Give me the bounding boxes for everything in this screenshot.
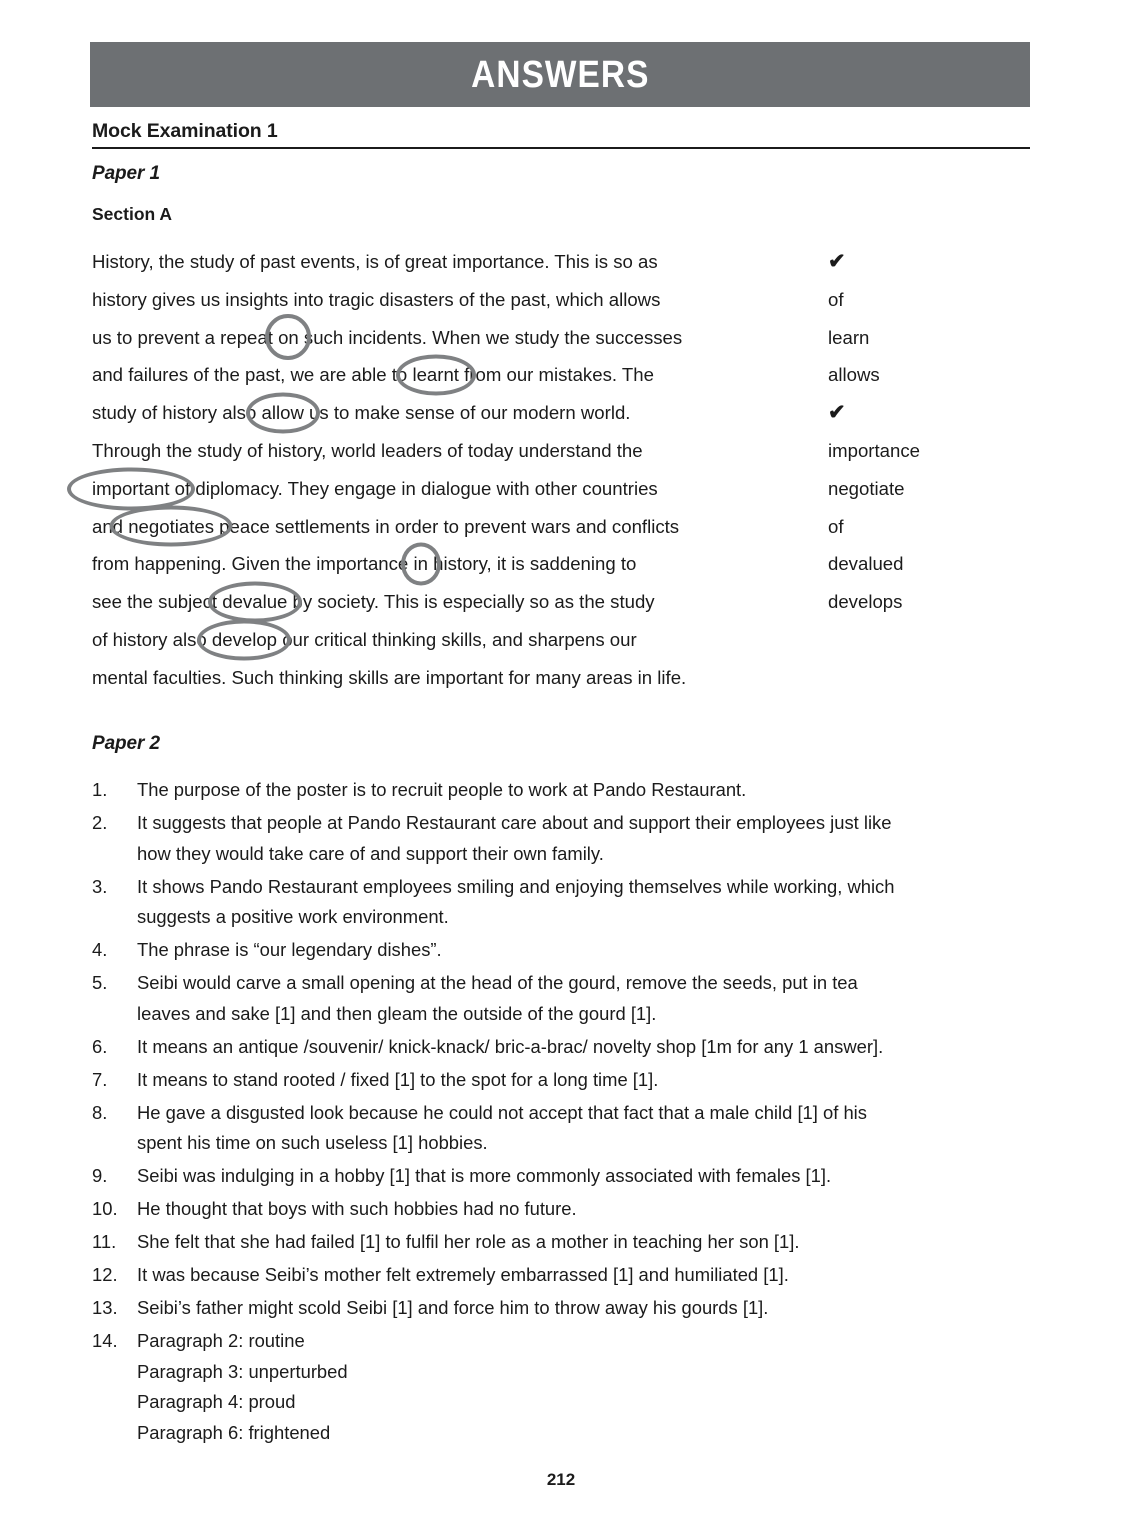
paper-1-heading: Paper 1 <box>92 163 160 184</box>
answer-item-line: Seibi was indulging in a hobby [1] that is more commonly associated with females [1]. <box>137 1165 832 1186</box>
passage-text: us to prevent a repeat <box>92 326 279 348</box>
answer-tick-icon: ✔ <box>828 250 846 273</box>
answer-item <box>92 1326 1032 1448</box>
answer-item-line: spent his time on such useless [1] hobbies. <box>137 1132 488 1153</box>
page-number: 212 <box>546 1470 576 1489</box>
answer-item-line: The phrase is “our legendary dishes”. <box>137 939 442 960</box>
answer-item-line: Seibi would carve a small opening at the head of the gourd, remove the seeds, put in tea <box>137 972 858 993</box>
answer-item-line: It shows Pando Restaurant employees smiling and enjoying themselves while working, which <box>137 875 895 897</box>
passage-text: by society. This is especially so as the study <box>287 591 655 613</box>
answer-correction: allows <box>828 364 880 386</box>
answer-item-number: 6. <box>92 1035 108 1057</box>
answer-item-number: 2. <box>92 812 108 833</box>
answer-correction: of <box>828 288 844 310</box>
passage-line <box>92 470 798 508</box>
answer-item-number: 7. <box>92 1068 108 1090</box>
answer-key-column <box>828 243 1028 621</box>
answer-item-text <box>137 1260 1032 1291</box>
answer-item-number: 9. <box>92 1165 108 1186</box>
answer-item <box>92 935 1032 966</box>
passage-line <box>92 281 798 319</box>
answer-item-number: 5. <box>92 972 108 993</box>
answer-item-line: She felt that she had failed [1] to fulfil her role as a mother in teaching her son [1]. <box>137 1231 800 1252</box>
circled-error-word: allow <box>262 394 304 432</box>
answer-item <box>92 1293 1032 1324</box>
answer-item-number: 1. <box>92 779 108 800</box>
circled-error-word: on <box>278 319 299 357</box>
answer-item <box>92 968 1032 1029</box>
passage-line <box>92 432 798 470</box>
section-a-heading: Section A <box>92 204 173 224</box>
answers-banner <box>90 42 1030 107</box>
answer-item-text <box>137 872 1032 933</box>
answer-item-line: Paragraph 6: frightened <box>137 1421 331 1443</box>
passage-line <box>92 508 798 546</box>
answer-correction: develops <box>828 591 903 613</box>
passage-text: of history also <box>92 628 212 650</box>
answer-item-line: Seibi’s father might scold Seibi [1] and force him to throw away his gourds [1]. <box>137 1297 769 1318</box>
answer-item <box>92 1098 1032 1159</box>
answer-item-line: Paragraph 4: proud <box>137 1391 296 1412</box>
passage-line <box>92 319 798 357</box>
passage-text: such incidents. When we study the successes <box>298 326 683 348</box>
answer-item-line: It suggests that people at Pando Restaurant care about and support their employees just like <box>137 812 892 833</box>
answer-item-text <box>137 1227 1032 1258</box>
passage-text: mental faculties. Such thinking skills are important for many areas in life. <box>92 666 687 688</box>
answer-item-number: 14. <box>92 1330 118 1351</box>
answer-item-number: 3. <box>92 875 108 897</box>
passage-line <box>92 621 798 659</box>
answer-item <box>92 1161 1032 1192</box>
passage-line <box>92 583 798 621</box>
answer-correction: devalued <box>828 553 904 575</box>
answer-item-text <box>137 1032 1032 1063</box>
answer-item-line: Paragraph 3: unperturbed <box>137 1360 348 1382</box>
answer-item-text <box>137 1293 1032 1324</box>
circled-error-word: in <box>413 545 427 583</box>
answer-item-text <box>137 1065 1032 1096</box>
passage-text: history gives us insights into tragic disasters of the past, which allows <box>92 288 661 310</box>
circled-error-word: devalue <box>222 583 287 621</box>
answer-item-number: 13. <box>92 1297 118 1318</box>
answer-correction: learn <box>828 326 870 348</box>
paper-2-heading: Paper 2 <box>92 733 160 754</box>
answer-item <box>92 1065 1032 1096</box>
passage-text: history, it is saddening to <box>427 553 637 575</box>
passage-text: Through the study of history, world leaders of today understand the <box>92 439 643 461</box>
answer-item-number: 11. <box>92 1231 117 1252</box>
passage-text: of diplomacy. They engage in dialogue with other countries <box>169 477 658 499</box>
answer-item-text <box>137 1194 1032 1225</box>
answer-item-line: He thought that boys with such hobbies had no future. <box>137 1198 577 1219</box>
answer-correction: negotiate <box>828 477 905 499</box>
passage-line <box>92 394 798 432</box>
answer-item <box>92 775 1032 806</box>
answer-item-line: leaves and sake [1] and then gleam the outside of the gourd [1]. <box>137 1002 657 1024</box>
answer-correction: of <box>828 515 844 537</box>
answer-item-text <box>137 775 1032 806</box>
answer-item-text <box>137 1326 1032 1448</box>
answer-item-number: 8. <box>92 1101 108 1123</box>
answer-item <box>92 1194 1032 1225</box>
heading-divider <box>92 147 1030 149</box>
passage-text: from happening. Given the importance <box>92 553 414 575</box>
answer-correction: importance <box>828 439 920 461</box>
passage-text: our critical thinking skills, and sharpens our <box>277 628 637 650</box>
circled-error-word: develop <box>212 621 277 659</box>
passage-text: us to make sense of our modern world. <box>303 402 631 424</box>
answer-item-text <box>137 968 1032 1029</box>
passage-text: peace settlements in order to prevent wars and conflicts <box>214 515 680 537</box>
answer-item-number: 12. <box>92 1264 118 1285</box>
answer-item-line: The purpose of the poster is to recruit people to work at Pando Restaurant. <box>137 779 747 800</box>
answer-item-line: He gave a disgusted look because he could not accept that fact that a male child [1] of his <box>137 1101 867 1123</box>
answer-item <box>92 1227 1032 1258</box>
passage-text: see the subject <box>92 591 223 613</box>
answer-item-text <box>137 1161 1032 1192</box>
answer-item-text <box>137 935 1032 966</box>
answer-item-line: It was because Seibi’s mother felt extremely embarrassed [1] and humiliated [1]. <box>137 1264 789 1285</box>
circled-error-word: learnt <box>412 356 459 394</box>
passage-text: and <box>92 515 129 537</box>
answer-item-line: It means to stand rooted / fixed [1] to the spot for a long time [1]. <box>137 1068 659 1090</box>
answer-item-text <box>137 808 1032 869</box>
passage-line <box>92 659 798 697</box>
answer-item <box>92 872 1032 933</box>
paper-2-answer-list <box>92 775 1032 1451</box>
answer-item-number: 4. <box>92 939 108 960</box>
passage-line <box>92 243 798 281</box>
passage-text: study of history also <box>92 402 262 424</box>
passage-text: and failures of the past, we are able to <box>92 364 413 386</box>
answer-item-line: It means an antique /souvenir/ knick-knack/ bric-a-brac/ novelty shop [1m for any 1 answer]. <box>137 1035 884 1057</box>
passage-text: History, the study of past events, is of great importance. This is so as <box>92 251 658 272</box>
answer-tick-icon: ✔ <box>828 401 846 425</box>
passage-line <box>92 356 798 394</box>
answer-item-line: Paragraph 2: routine <box>137 1330 305 1351</box>
circled-error-word: negotiates <box>128 508 214 546</box>
exam-heading: Mock Examination 1 <box>92 120 278 142</box>
passage-line <box>92 545 798 583</box>
answer-item-number: 10. <box>92 1198 118 1219</box>
answer-item <box>92 1032 1032 1063</box>
answer-item <box>92 808 1032 869</box>
answer-item-text <box>137 1098 1032 1159</box>
answer-item <box>92 1260 1032 1291</box>
answer-item-line: suggests a positive work environment. <box>137 906 449 927</box>
circled-error-word: important <box>92 470 170 508</box>
cloze-passage <box>92 243 798 697</box>
passage-text: from our mistakes. The <box>458 364 654 386</box>
banner-title: ANSWERS <box>470 53 650 96</box>
answer-item-line: how they would take care of and support their own family. <box>137 842 604 864</box>
